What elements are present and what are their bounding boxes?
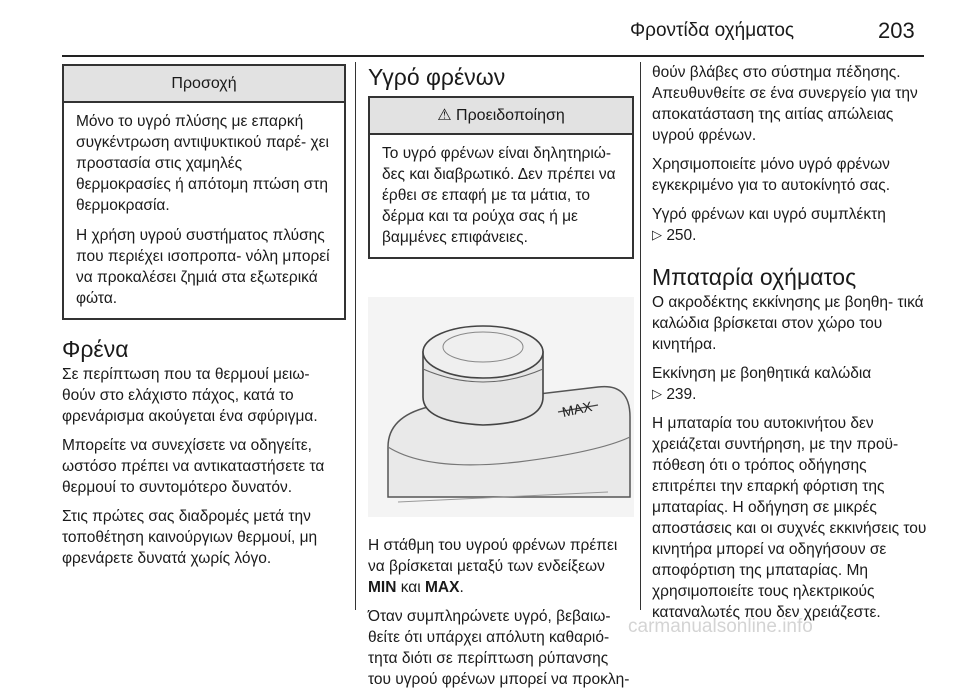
warning-title: Προειδοποίηση <box>456 107 565 124</box>
warning-header <box>370 98 632 135</box>
caution-box <box>62 64 346 320</box>
min-label: MIN <box>368 579 397 596</box>
approved-fluid-paragraph: Χρησιμοποιείτε μόνο υγρό φρένων εγκεκριμένο για το αυτοκίνητό σας. <box>652 156 891 194</box>
brakes-heading: Φρένα <box>62 336 129 362</box>
column-divider-1 <box>355 62 356 610</box>
brake-fluid-heading: Υγρό φρένων <box>368 64 506 90</box>
column-middle <box>368 62 634 698</box>
caution-paragraph-2: Η χρήση υγρού συστήματος πλύσης που περιέχει ισοπροπα- νόλη μπορεί να προκαλέσει ζημιά στα εξωτερικά φώτα. <box>76 227 330 307</box>
battery-paragraph-1: Ο ακροδέκτης εκκίνησης με βοηθη- τικά καλώδια βρίσκεται στον χώρο του κινητήρα. <box>652 294 924 353</box>
battery-heading: Μπαταρία οχήματος <box>652 264 857 290</box>
brake-fluid-topup-paragraph: Όταν συμπληρώνετε υγρό, βεβαιω- θείτε ότι υπάρχει απόλυτη καθαριό- τητα διότι σε περίπτωση ρύπανσης του υγρού φρένων μπορεί να προκλη- <box>368 608 630 688</box>
reservoir-drawing <box>368 297 634 517</box>
warning-text: Το υγρό φρένων είναι δηλητηριώ- δες και διαβρωτικό. Δεν πρέπει να έρθει σε επαφή με τα μάτια, το δέρμα και τα ρούχα σας ή με βαμμένες επιφάνειες. <box>382 145 616 246</box>
battery-paragraph-2: Η μπαταρία του αυτοκινήτου δεν χρειάζεται συντήρηση, με την προϋ- πόθεση ότι ο τρόπος οδήγησης επιτρέπει την επαρκή φόρτιση της μπαταρίας. Η οδήγηση σε μικρές αποστάσεις και οι συχνές εκκινήσεις του κινητήρα μπορεί να οδηγήσουν σε αποφόρτιση της μπαταρίας. Μη χρησιμοποιείτε τους ηλεκτρικούς καταναλωτές που δεν χρειάζεστε. <box>652 415 927 621</box>
brake-fluid-reservoir-illustration <box>368 297 634 517</box>
caution-paragraph-1: Μόνο το υγρό πλύσης με επαρκή συγκέντρωση αντιψυκτικού παρέ- χει προστασία στις χαμηλές θερμοκρασίες ή απότομη πτώση στη θερμοκρασία. <box>76 113 329 214</box>
warning-box <box>368 96 634 259</box>
column-divider-2 <box>640 62 641 610</box>
column-left <box>62 62 346 577</box>
caution-title: Προσοχή <box>64 66 344 103</box>
page-number: 203 <box>878 18 915 43</box>
fluid-reference-paragraph: Υγρό φρένων και υγρό συμπλέκτη ▷ 250. <box>652 206 886 244</box>
warning-triangle-icon: ⚠ <box>437 107 452 124</box>
max-label: MAX <box>425 579 460 596</box>
max-mark-label: MAX <box>560 398 594 421</box>
watermark: carmanualsonline.info <box>628 616 813 637</box>
brakes-paragraph-3: Στις πρώτες σας διαδρομές μετά την τοποθέτηση καινούργιων θερμουί, μη φρενάρετε δυνατά χωρίς λόγο. <box>62 508 318 567</box>
brake-fluid-level-paragraph: Η στάθμη του υγρού φρένων πρέπει να βρίσκεται μεταξύ των ενδείξεων MIN και MAX. <box>368 537 618 596</box>
page-reference-icon: ▷ <box>652 386 662 401</box>
brake-fluid-continued-paragraph: θούν βλάβες στο σύστημα πέδησης. Απευθυνθείτε σε ένα συνεργείο για την αποκατάσταση της αιτίας απώλειας υγρού φρένων. <box>652 64 918 144</box>
page-reference-link-250[interactable]: 250. <box>666 227 697 244</box>
page-reference-link-239[interactable]: 239. <box>666 386 697 403</box>
brakes-paragraph-2: Μπορείτε να συνεχίσετε να οδηγείτε, ωστόσο πρέπει να αντικαταστήσετε τα θερμουί το συντομότερο δυνατόν. <box>62 437 325 496</box>
brakes-paragraph-1: Σε περίπτωση που τα θερμουί μειω- θούν στο ελάχιστο πάχος, κατά το φρενάρισμα ακούγεται ένα σφύριγμα. <box>62 366 318 425</box>
page-header-title: Φροντίδα οχήματος <box>630 20 795 41</box>
header-rule <box>62 55 924 57</box>
jump-start-reference-paragraph: Εκκίνηση με βοηθητικά καλώδια ▷ 239. <box>652 365 872 403</box>
column-right <box>652 62 928 631</box>
page-reference-icon: ▷ <box>652 227 662 242</box>
